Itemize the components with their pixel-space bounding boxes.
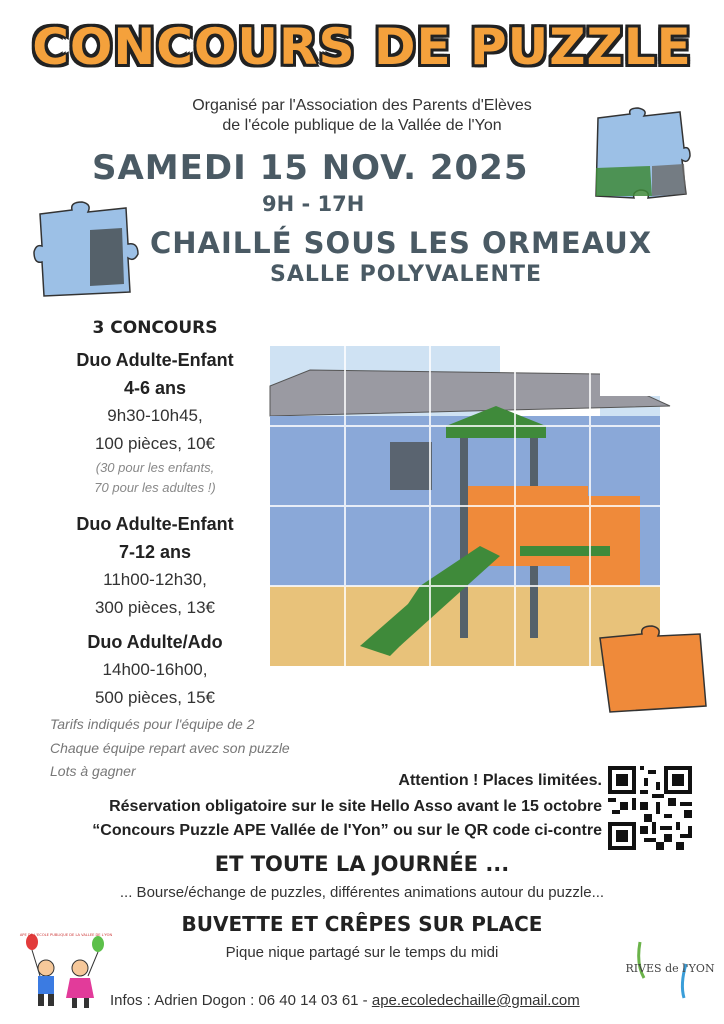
playground-puzzle-illustration [270,346,710,736]
organizer-line-2: de l'école publique de la Vallée de l'Yon [222,117,502,134]
ape-logo [19,928,113,1010]
reservation-line-2: Réservation obligatoire sur le site Hello Asso avant le 15 octobre [109,798,602,815]
poster-title: CONCOURS DE PUZZLE [32,18,692,76]
contest-1-title: Duo Adulte-Enfant [76,350,234,370]
contest-2-title: Duo Adulte-Enfant [76,514,234,534]
contest-1-pieces: 100 pièces, 10€ [94,434,216,453]
all-day-text: ... Bourse/échange de puzzles, différentes animations autour du puzzle... [119,884,605,901]
contest-2 [40,510,270,622]
food-heading: BUVETTE ET CRÊPES SUR PLACE [181,912,543,936]
event-date: SAMEDI 15 NOV. 2025 [92,148,529,188]
contest-1-age: 4-6 ans [123,378,187,398]
rives-logo-text: RIVES de l'YON [625,962,715,975]
puzzle-piece-icon [30,200,140,300]
contest-1 [40,346,270,498]
puzzle-piece-icon [590,108,690,200]
contest-1-note-1: (30 pour les enfants, [95,460,215,475]
contest-3-pieces: 500 pièces, 15€ [94,688,216,707]
reservation-line-3: “Concours Puzzle APE Vallée de l'Yon” ou sur le QR code ci-contre [92,822,602,839]
reservation-line-1: Attention ! Places limitées. [398,772,602,789]
contest-1-note-2: 70 pour les adultes !) [94,480,216,495]
organizer-line-1: Organisé par l'Association des Parents d'Elèves [192,97,532,114]
ape-logo-text: APE DE L'ECOLE PUBLIQUE DE LA VALLEE DE L'YON [19,933,113,937]
contest-2-time: 11h00-12h30, [103,570,207,589]
contest-3 [40,628,270,712]
food-text: Pique nique partagé sur le temps du midi [225,944,499,961]
contact-email-link[interactable]: ape.ecoledechaille@gmail.com [371,992,580,1009]
contests-heading [40,318,270,338]
contest-1-time: 9h30-10h45, [107,406,203,425]
event-town: CHAILLÉ SOUS LES ORMEAUX [150,226,653,260]
contest-3-title: Duo Adulte/Ado [87,632,223,652]
note-lots: Lots à gagner [50,763,136,779]
note-puzzle: Chaque équipe repart avec son puzzle [50,740,290,756]
contests-heading-text: 3 CONCOURS [92,318,218,338]
event-venue: SALLE POLYVALENTE [270,262,542,287]
rives-de-lyon-logo [625,934,715,1004]
all-day-heading: ET TOUTE LA JOURNÉE ... [214,852,510,876]
contact-info [110,992,580,1009]
contest-2-pieces: 300 pièces, 13€ [94,598,216,617]
event-hours: 9H - 17H [262,192,365,216]
note-tarifs: Tarifs indiqués pour l'équipe de 2 [50,716,255,732]
qr-code-icon[interactable] [608,766,692,850]
contest-2-age: 7-12 ans [118,542,192,562]
contest-3-time: 14h00-16h00, [102,660,208,679]
contact-prefix: Infos : Adrien Dogon : 06 40 14 03 61 - [110,992,372,1009]
